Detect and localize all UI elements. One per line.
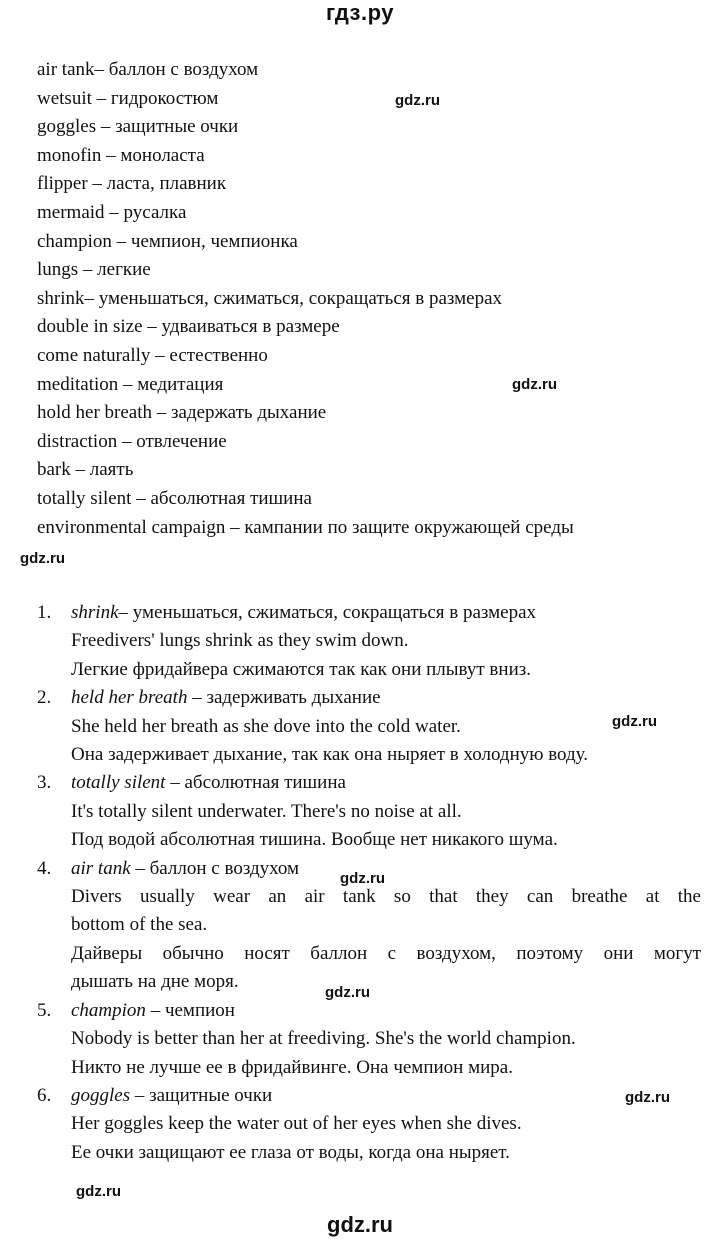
vocab-item: lungs – легкие — [37, 259, 151, 281]
exercise-russian: Она задерживает дыхание, так как она ныряет в холодную воду. — [71, 744, 589, 766]
vocabulary-list — [37, 56, 717, 542]
exercise-item — [37, 599, 701, 684]
exercise-definition: – уменьшаться, сжиматься, сокращаться в размерах — [118, 602, 537, 623]
vocab-item: shrink– уменьшаться, сжиматься, сокращаться в размерах — [37, 287, 503, 309]
watermark: gdz.ru — [625, 1089, 670, 1106]
vocab-item: bark – лаять — [37, 459, 134, 481]
exercise-russian: дышать на дне моря. — [71, 971, 239, 993]
exercise-english: bottom of the sea. — [71, 914, 208, 936]
exercise-number: 2. — [37, 687, 52, 709]
exercise-number: 4. — [37, 857, 52, 879]
exercise-definition: – чемпион — [145, 999, 235, 1021]
vocab-item: come naturally – естественно — [37, 344, 268, 366]
exercise-heading — [71, 1082, 701, 1110]
vocab-item: flipper – ласта, плавник — [37, 173, 227, 195]
exercise-term: totally silent — [71, 772, 166, 794]
watermark: gdz.ru — [395, 92, 440, 109]
exercise-heading — [71, 684, 701, 712]
exercise-russian: Под водой абсолютная тишина. Вообще нет никакого шума. — [71, 829, 558, 851]
exercise-definition: – абсолютная тишина — [165, 772, 346, 794]
exercise-russian: Ее очки защищают ее глаза от воды, когда она ныряет. — [71, 1141, 510, 1163]
vocab-item: distraction – отвлечение — [37, 430, 227, 452]
exercise-number: 6. — [37, 1084, 52, 1106]
vocab-item: goggles – защитные очки — [37, 116, 239, 138]
exercise-definition: – баллон с воздухом — [130, 857, 300, 879]
exercise-heading — [71, 855, 701, 883]
exercise-number: 1. — [37, 602, 52, 623]
exercise-english: She held her breath as she dove into the cold water. — [71, 715, 461, 737]
exercise-term: shrink — [71, 602, 119, 623]
vocab-item: hold her breath – задержать дыхание — [37, 402, 327, 424]
exercise-term: champion — [71, 999, 146, 1021]
exercise-term: air tank — [71, 857, 131, 879]
vocab-item: environmental campaign – кампании по защите окружающей среды — [37, 516, 574, 538]
exercise-item — [37, 684, 701, 769]
exercise-english: Nobody is better than her at freediving. She's the world champion. — [71, 1028, 576, 1050]
exercise-heading — [71, 769, 701, 797]
exercise-english: It's totally silent underwater. There's no noise at all. — [71, 800, 462, 822]
watermark: gdz.ru — [612, 713, 657, 730]
vocab-item: meditation – медитация — [37, 373, 224, 395]
watermark: gdz.ru — [20, 550, 65, 567]
exercise-heading — [71, 599, 701, 627]
exercise-heading — [71, 997, 701, 1025]
vocab-item: mermaid – русалка — [37, 201, 187, 223]
exercise-number: 3. — [37, 772, 52, 794]
exercise-russian: Никто не лучше ее в фридайвинге. Она чемпион мира. — [71, 1056, 513, 1078]
vocab-item: wetsuit – гидрокостюм — [37, 87, 219, 109]
vocab-item: champion – чемпион, чемпионка — [37, 230, 298, 252]
vocab-item: double in size – удваиваться в размере — [37, 316, 340, 338]
site-footer: gdz.ru — [327, 1212, 393, 1237]
exercise-english: Freedivers' lungs shrink as they swim down. — [71, 630, 409, 652]
exercise-definition: – задерживать дыхание — [187, 687, 381, 709]
vocab-item: monofin – моноласта — [37, 144, 205, 166]
exercise-english: Divers usually wear an air tank so that they can breathe at the — [71, 886, 701, 908]
exercise-russian: Легкие фридайвера сжимаются так как они плывут вниз. — [71, 658, 531, 680]
exercise-term: held her breath — [71, 687, 188, 709]
exercise-item — [37, 997, 701, 1082]
exercise-english: Her goggles keep the water out of her eyes when she dives. — [71, 1113, 522, 1135]
watermark: gdz.ru — [325, 984, 370, 1001]
exercise-term: goggles — [71, 1084, 131, 1106]
exercise-russian: Дайверы обычно носят баллон с воздухом, поэтому они могут — [71, 942, 701, 964]
vocab-item: air tank– баллон с воздухом — [37, 59, 259, 80]
site-header: гдз.ру — [326, 0, 394, 25]
exercise-definition: – защитные очки — [130, 1084, 273, 1106]
exercise-item — [37, 1082, 701, 1167]
vocab-item: totally silent – абсолютная тишина — [37, 487, 312, 509]
exercise-item — [37, 769, 701, 854]
watermark: gdz.ru — [512, 376, 557, 393]
exercise-number: 5. — [37, 999, 52, 1021]
watermark: gdz.ru — [76, 1183, 121, 1200]
watermark: gdz.ru — [340, 870, 385, 887]
